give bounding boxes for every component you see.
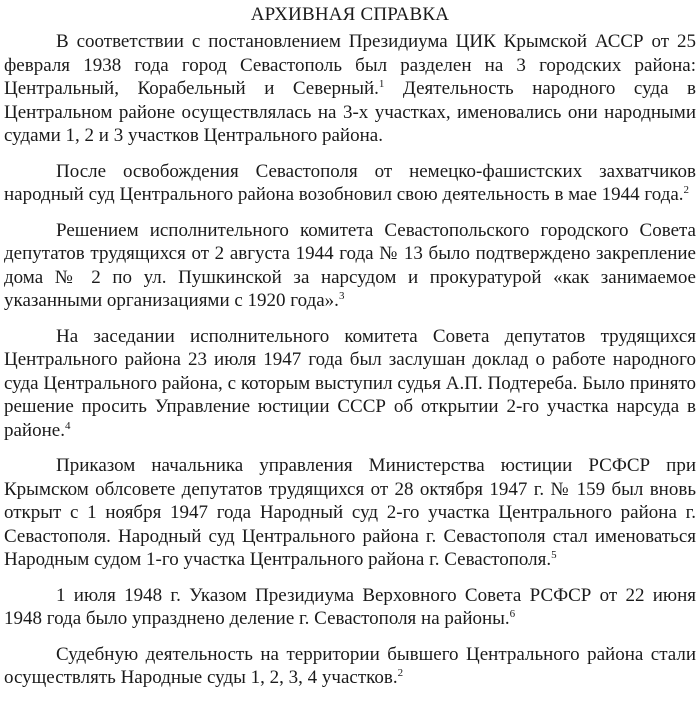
paragraph-2-text: После освобождения Севастополя от немецко-фашистских захватчиков народный суд Центрального района возобновил свою деятельность в мае 1944 года.: [4, 160, 696, 205]
paragraph-7-text: Судебную деятельность на территории бывшего Центрального района стали осуществлять Народные суды 1, 2, 3, 4 участков.: [4, 643, 696, 688]
paragraph-1-tail: Деятельность народного суда в Центральном районе осуществлялась на 3-х участках, именовались они народными судами 1, 2 и 3 участков Центрального района.: [4, 78, 696, 146]
paragraph-1-text: В соответствии с постановлением Президиума ЦИК Крымской АССР от 25 февраля 1938 года город Севастополь был разделен на 3 городских района: Центральный, Корабельный и Северный.: [4, 31, 696, 99]
footnote-ref-1: 1: [378, 78, 385, 90]
footnote-ref-4: 4: [64, 419, 71, 432]
paragraph-6-text: 1 июля 1948 г. Указом Президиума Верховного Совета РСФСР от 22 июня 1948 года было упразднено деление г. Севастополя на районы.: [4, 584, 696, 629]
footnote-ref-3: 3: [338, 290, 345, 302]
footnote-ref-7: 2: [397, 667, 404, 679]
footnote-ref-5: 5: [551, 549, 557, 561]
paragraph-7: [4, 643, 696, 690]
paragraph-6: [4, 584, 696, 631]
footnote-ref-6: 6: [509, 608, 516, 620]
paragraph-4: [4, 325, 696, 443]
paragraph-5: [4, 454, 696, 572]
paragraph-4-text: На заседании исполнительного комитета Совета депутатов трудящихся Центрального района 23 июля 1947 года был заслушан доклад о работе народного суда Центрального района, с которым выступил судья А.П. Подтереба. Было принято решение просить Управление юстиции СССР об открытии 2-го участка нарсуда в районе.: [4, 325, 696, 441]
paragraph-1: [4, 30, 696, 148]
paragraph-3: [4, 219, 696, 313]
document-title: АРХИВНАЯ СПРАВКА: [250, 4, 450, 25]
paragraph-5-text: Приказом начальника управления Министерства юстиции РСФСР при Крымском облсовете депутатов трудящихся от 28 октября 1947 г. № 159 был вновь открыт с 1 ноября 1947 года Народный суд 2-го участка Центрального района г. Севастополя. Народный суд Центрального района г. Севастополя стал именоваться Народным судом 1-го участка Центрального района г. Севастополя.: [4, 455, 696, 570]
paragraph-3-text: Решением исполнительного комитета Севастопольского городского Совета депутатов трудящихся от 2 августа 1944 года № 13 было подтверждено закрепление дома № 2 по ул. Пушкинской за нарсудом и прокуратурой «как занимаемое указанными организациями с 1920 года».: [4, 219, 696, 311]
paragraph-2: [4, 160, 696, 207]
footnote-ref-2: 2: [683, 184, 690, 196]
